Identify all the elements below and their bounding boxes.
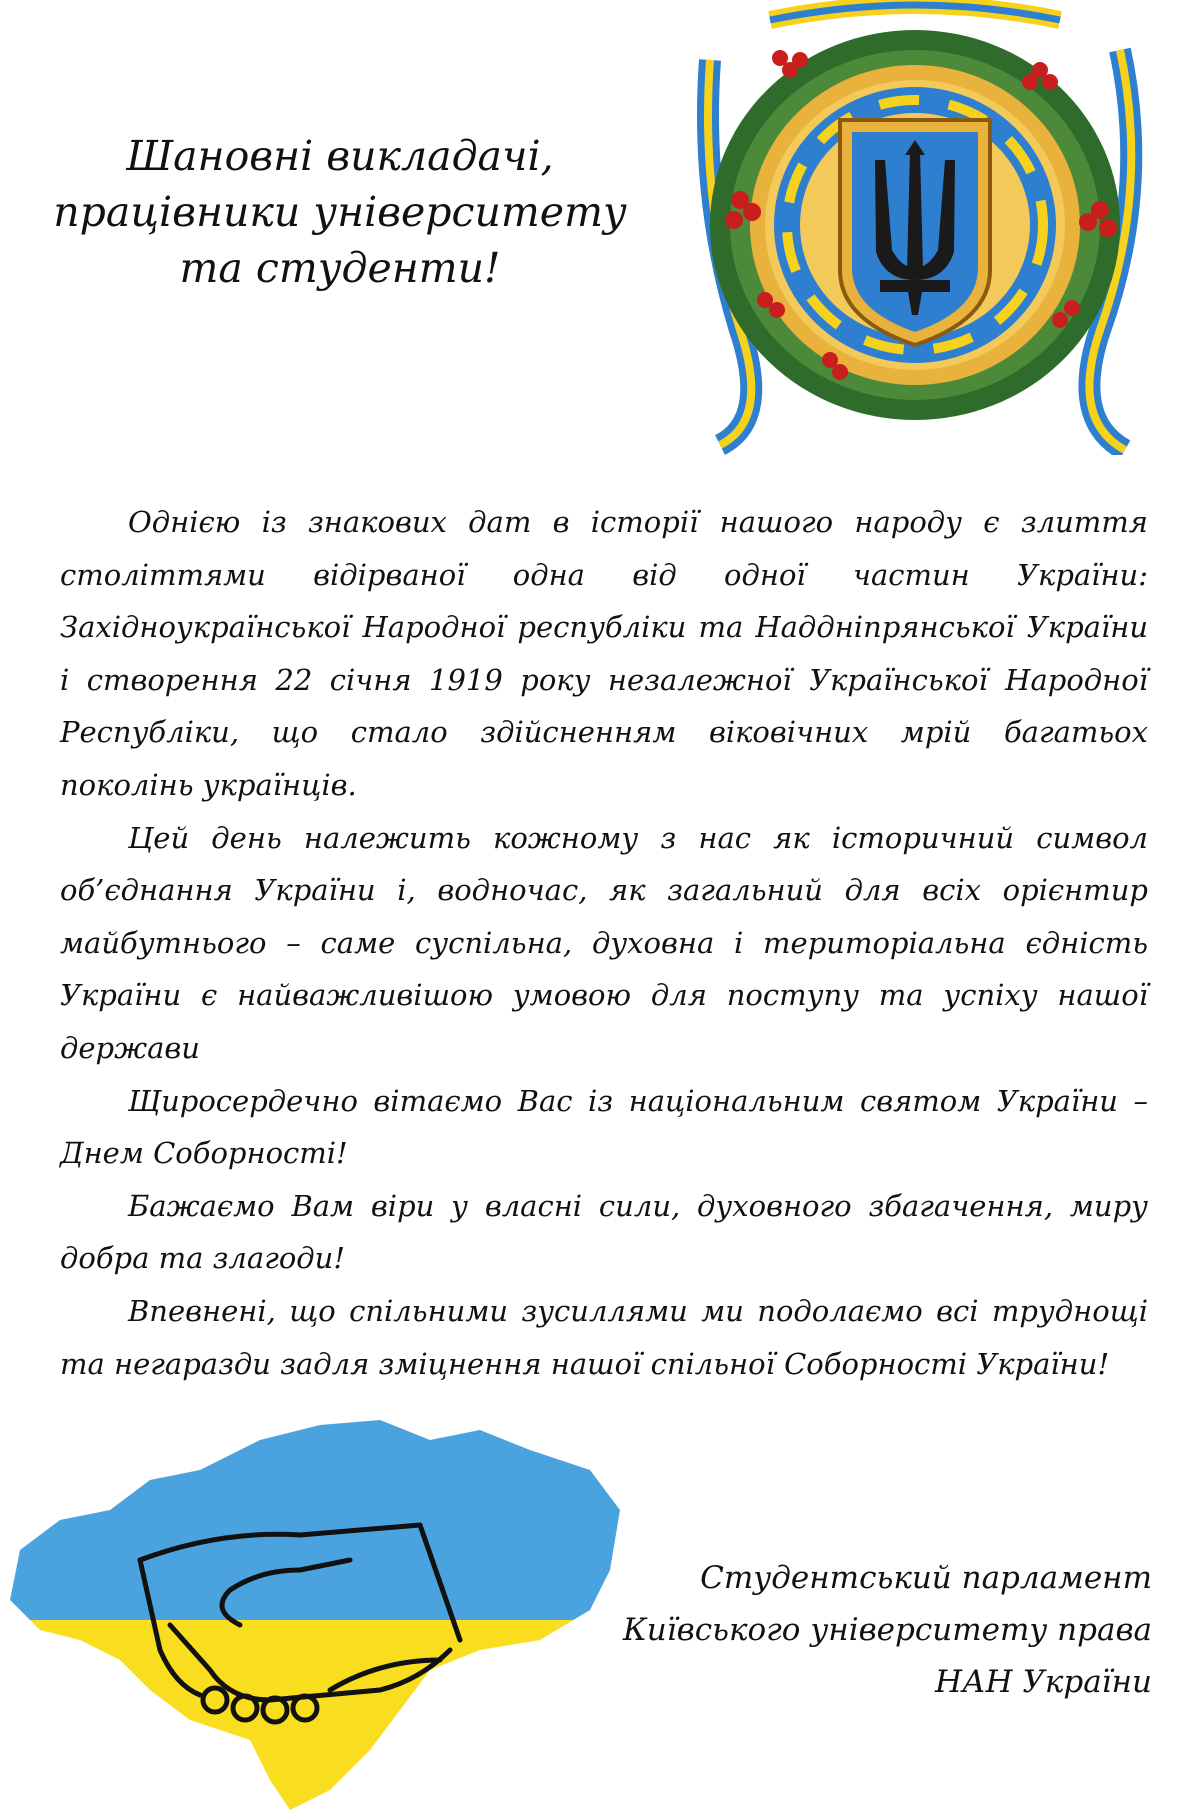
- greeting-line: працівники університету: [53, 188, 627, 236]
- signature-line: НАН України: [935, 1664, 1152, 1700]
- letter-paragraph: Цей день належить кожному з нас як історичний символ об’єднання України і, водночас, як загальний для всіх орієнтир майбутнього – саме суспільна, духовна і територіальна єдність України є найважливішою умовою для поступу та успіху нашої держави: [60, 820, 1148, 1065]
- letter-paragraph: Щиросердечно вітаємо Вас із національним святом України – Днем Соборності!: [60, 1083, 1148, 1171]
- signature-block: [592, 1552, 1152, 1708]
- letter-paragraph: Бажаємо Вам віри у власні сили, духовного збагачення, миру добра та злагоди!: [60, 1188, 1148, 1276]
- signature-line: Студентський парламент: [700, 1560, 1152, 1596]
- greeting-line: Шановні викладачі,: [126, 132, 554, 180]
- letter-paragraph: Однією із знакових дат в історії нашого народу є злиття століттями відірваної одна від одної частин України: Західноукраїнської Народної республіки та Наддніпрянської України і створення 22 січня 1919 року незалежної Української Народної Республіки, що стало здійсненням віковічних мрій багатьох поколінь українців.: [60, 505, 1148, 802]
- greeting-heading: [40, 128, 640, 296]
- ukraine-map-handshake-icon: [0, 1410, 630, 1818]
- signature-line: Київського університету права: [622, 1612, 1152, 1648]
- letter-body: [60, 496, 1148, 1390]
- greeting-line: та студенти!: [179, 244, 501, 292]
- trident-coat-of-arms-icon: [680, 0, 1150, 455]
- letter-paragraph: Впевнені, що спільними зусиллями ми подолаємо всі труднощі та негаразди задля зміцнення нашої спільної Соборності України!: [60, 1293, 1148, 1381]
